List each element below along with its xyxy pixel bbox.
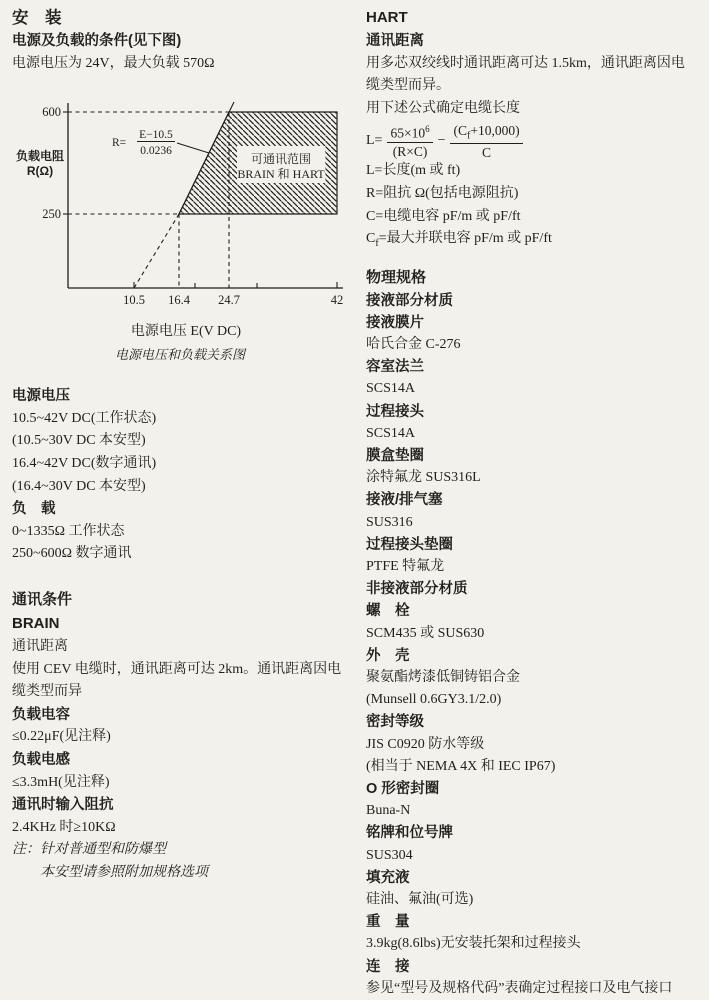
load-capacitance-value: ≤0.22μF(见注释): [12, 729, 111, 745]
x-tick-label-24-7: 24.7: [218, 293, 240, 308]
cable-formula-intro: 用下述公式确定电缆长度: [366, 100, 520, 116]
physical-specs-title: 物理规格: [366, 268, 427, 286]
spec-label: O 形密封圈: [366, 781, 440, 798]
spec-label: 螺 栓: [366, 603, 410, 620]
spec-value: JIS C0920 防水等级: [366, 736, 485, 752]
x-tick-label-10-5: 10.5: [123, 293, 145, 308]
hart-title: HART: [366, 9, 408, 26]
load-line: 0~1335Ω 工作状态: [12, 523, 125, 539]
right-column: [366, 6, 706, 1000]
input-impedance-heading: 通讯时输入阻抗: [12, 797, 114, 814]
supply-voltage-line: (10.5~30V DC 本安型): [12, 433, 146, 449]
comm-conditions-heading: 通讯条件: [12, 590, 73, 608]
y-tick-label-600: 600: [42, 105, 61, 120]
spec-value: SCS14A: [366, 425, 416, 441]
note-line2: 本安型请参照附加规格选项: [40, 864, 208, 880]
boundary-line-dashed-extension: [134, 214, 179, 288]
supply-load-condition-heading: 电源及负载的条件(见下图): [12, 33, 182, 49]
spec-label: 过程接头: [366, 403, 424, 420]
hart-distance-heading: 通讯距离: [366, 33, 424, 49]
formula-legend-Cf: $C_f=$最大并联电容 pF/m 或 pF/ft: [366, 231, 552, 249]
input-impedance-value: 2.4KHz 时≥10KΩ: [12, 819, 116, 835]
spec-value: 硅油、氟油(可选): [366, 892, 474, 908]
spec-label: 过程接头垫圈: [366, 536, 453, 553]
y-axis-label-line2: R(Ω): [26, 164, 54, 179]
formula-minus: −: [437, 133, 446, 149]
boundary-formula-lhs: R=: [112, 137, 127, 150]
x-tick-label-16-4: 16.4: [168, 293, 190, 308]
spec-value: SUS316: [366, 514, 413, 530]
note-line1: 注：针对普通型和防爆型: [12, 842, 166, 858]
spec-value: 参见“型号及规格代码”表确定过程接口及电气接口: [366, 980, 673, 996]
load-inductance-heading: 负载电感: [12, 751, 70, 768]
spec-label: 填充液: [366, 869, 410, 886]
supply-voltage-line: (16.4~30V DC 本安型): [12, 478, 146, 494]
hart-distance-line1: 用多芯双绞线时通讯距离可达 1.5km，通讯距离因电: [366, 55, 685, 71]
formula-legend-L: L=长度(m 或 ft): [366, 163, 461, 179]
formula-fraction-2: $\frac{(C_f+10,000)}{C}$: [450, 123, 522, 160]
formula-legend-R: R=阻抗 Ω(包括电源阻抗): [366, 185, 519, 201]
region-label-line2: BRAIN 和 HART: [237, 167, 325, 182]
spec-value: SUS304: [366, 847, 413, 863]
spec-label: 接液/排气塞: [366, 492, 443, 509]
brain-heading: BRAIN: [12, 614, 60, 632]
supply-voltage-load-chart: [12, 97, 357, 369]
spec-value: 3.9kg(8.6lbs)无安装托架和过程接头: [366, 936, 581, 952]
x-axis-title: 电源电压 E(V DC): [130, 324, 242, 340]
boundary-formula-numerator: E−10.5: [139, 129, 173, 142]
x-tick-label-42: 42: [330, 293, 344, 308]
brain-distance-line2: 缆类型而异: [12, 684, 82, 700]
region-label-line1: 可通讯范围: [250, 152, 312, 167]
chart-caption: 电源电压和负载关系图: [114, 347, 246, 363]
spec-label: 膜盒垫圈: [366, 447, 424, 464]
formula-legend-C: C=电缆电容 pF/m 或 pF/ft: [366, 208, 521, 224]
y-tick-label-250: 250: [42, 207, 61, 222]
spec-label: 连 接: [366, 958, 410, 975]
y-axis-label-line1: 负载电阻: [15, 149, 65, 164]
load-capacitance-heading: 负载电容: [12, 706, 70, 723]
left-column: [12, 6, 356, 884]
brain-distance-line1: 使用 CEV 电缆时，通讯距离可达 2km。通讯距离因电: [12, 661, 342, 677]
formula-fraction-1: $\frac{65\times 10^6}{(R\times C)}$: [387, 124, 432, 159]
spec-value: PTFE 特氟龙: [366, 558, 445, 574]
formula-lhs: L=: [366, 133, 383, 149]
brain-distance-heading: 通讯距离: [12, 638, 68, 654]
spec-label: 容室法兰: [366, 359, 424, 376]
load-line: 250~600Ω 数字通讯: [12, 546, 132, 562]
spec-label: 铭牌和位号牌: [366, 825, 453, 842]
spec-label: 接液膜片: [366, 314, 424, 331]
cable-length-formula: [366, 122, 706, 160]
install-title: 安 装: [12, 9, 62, 27]
load-inductance-value: ≤3.3mH(见注释): [12, 774, 110, 790]
supply-voltage-line: 16.4~42V DC(数字通讯): [12, 455, 157, 471]
spec-value: 涂特氟龙 SUS316L: [366, 470, 481, 486]
spec-label: 外 壳: [366, 647, 410, 664]
spec-value: (Munsell 0.6GY3.1/2.0): [366, 692, 502, 708]
spec-label: 接液部分材质: [366, 292, 453, 309]
spec-value: SCM435 或 SUS630: [366, 625, 485, 641]
load-heading: 负 载: [12, 501, 56, 518]
spec-label: 重 量: [366, 914, 410, 931]
spec-label: 非接液部分材质: [366, 581, 468, 598]
formula-leader-line: [177, 143, 209, 153]
spec-value: 聚氨酯烤漆低铜铸铝合金: [366, 670, 520, 685]
supply-voltage-heading: 电源电压: [12, 388, 70, 405]
supply-load-condition-text: 电源电压为 24V，最大负载 570Ω: [12, 55, 215, 71]
spec-value: (相当于 NEMA 4X 和 IEC IP67): [366, 758, 556, 774]
boundary-formula-denominator: 0.0236: [140, 145, 172, 158]
spec-label: 密封等级: [366, 714, 424, 731]
spec-value: 哈氏合金 C-276: [366, 336, 461, 352]
hart-distance-line2: 缆类型而异。: [366, 78, 450, 94]
spec-value: SCS14A: [366, 381, 416, 397]
spec-value: Buna-N: [366, 803, 411, 819]
supply-voltage-line: 10.5~42V DC(工作状态): [12, 410, 157, 426]
